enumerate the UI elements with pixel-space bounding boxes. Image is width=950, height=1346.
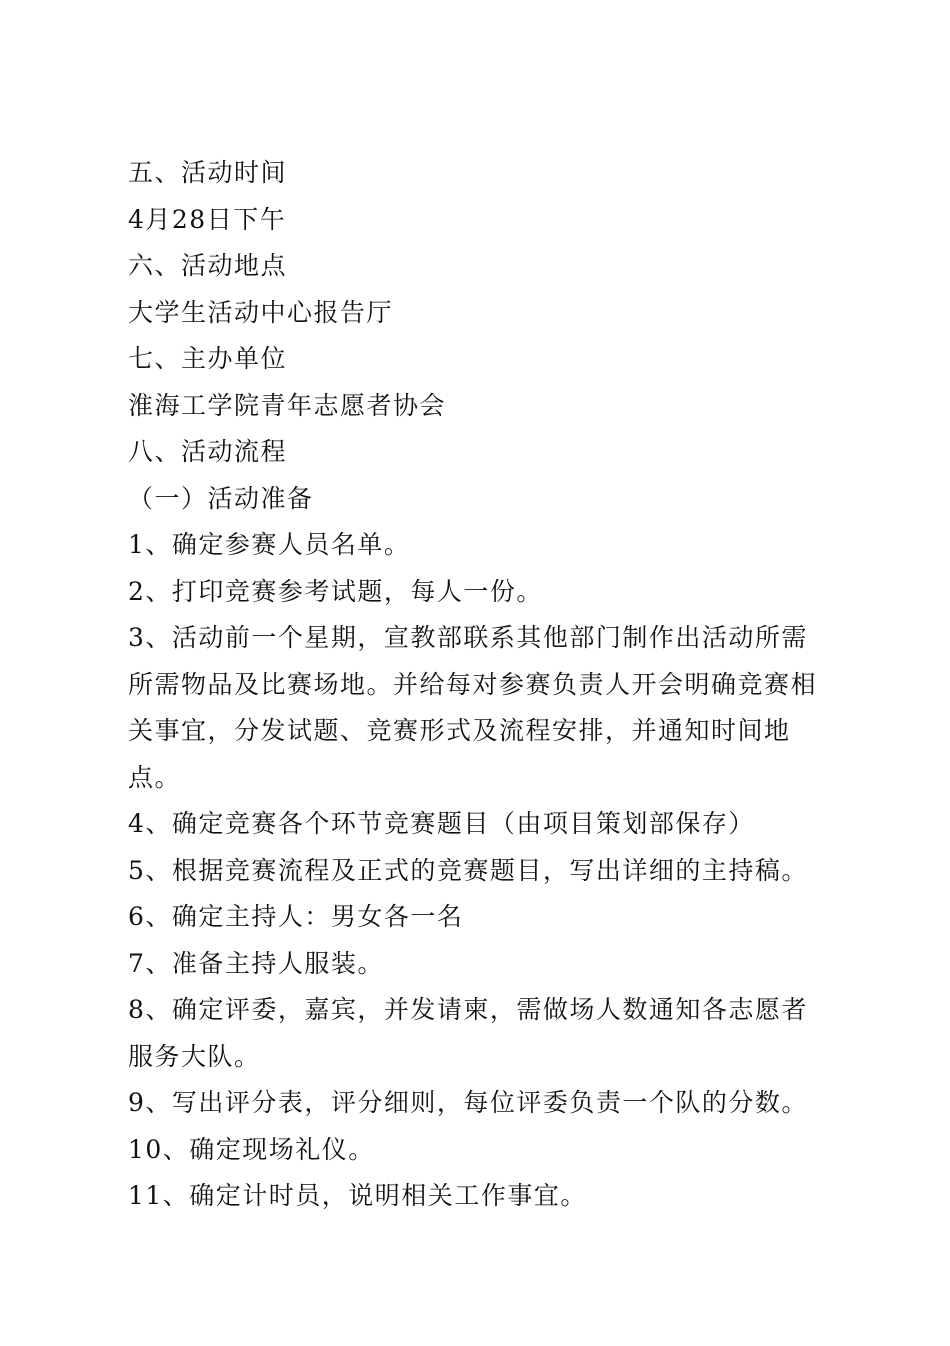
list-item: 1、确定参赛人员名单。 — [128, 530, 411, 559]
list-item: 7、准备主持人服装。 — [128, 948, 384, 978]
activity-time: 4月28日下午 — [128, 204, 287, 234]
list-item: 5、根据竞赛流程及正式的竞赛题目，写出详细的主持稿。 — [128, 855, 808, 885]
list-item: 4、确定竞赛各个环节竞赛题目（由项目策划部保存） — [128, 809, 755, 838]
section-heading-process: 八、活动流程 — [128, 437, 288, 466]
list-item: 6、确定主持人：男女各一名 — [128, 902, 464, 931]
list-item: 2、打印竞赛参考试题，每人一份。 — [128, 576, 543, 606]
list-item: 11、确定计时员，说明相关工作事宜。 — [128, 1181, 587, 1210]
section-heading-organizer: 七、主办单位 — [128, 344, 288, 373]
organizer-name: 淮海工学院青年志愿者协会 — [128, 390, 447, 420]
list-item: 10、确定现场礼仪。 — [128, 1134, 375, 1164]
document-body — [128, 150, 828, 1220]
list-item-paragraph: 8、确定评委，嘉宾，并发请柬，需做场人数通知各志愿者服务大队。 — [128, 995, 808, 1071]
list-item-paragraph: 3、活动前一个星期，宣教部联系其他部门制作出活动所需所需物品及比赛场地。并给每对参赛负责人开会明确竞赛相关事宜，分发试题、竞赛形式及流程安排，并通知时间地点。 — [128, 623, 818, 792]
activity-location: 大学生活动中心报告厅 — [128, 297, 394, 327]
section-heading-time: 五、活动时间 — [128, 158, 288, 187]
list-item: 9、写出评分表，评分细则，每位评委负责一个队的分数。 — [128, 1088, 808, 1117]
section-heading-location: 六、活动地点 — [128, 251, 288, 280]
subsection-heading-preparation: （一）活动准备 — [128, 483, 314, 513]
